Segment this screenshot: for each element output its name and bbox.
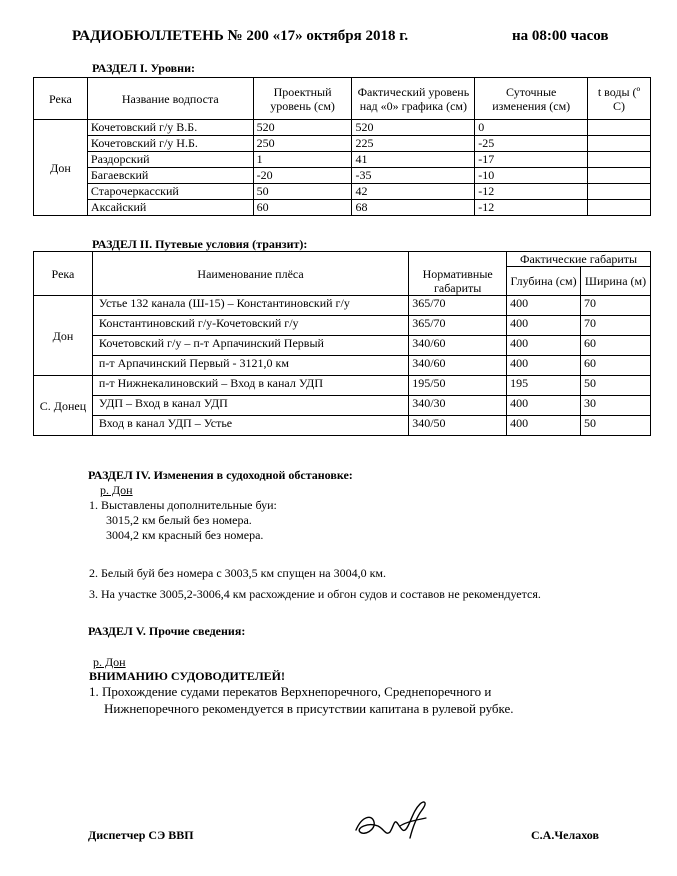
fact-cell: 41 [352,152,475,168]
signature-image [350,796,440,846]
table-row [34,184,651,200]
table-row [34,168,651,184]
col-stretch: Наименование плёса [92,252,408,296]
proj-cell: 520 [253,120,352,136]
depth-cell: 400 [507,416,581,436]
depth-cell: 400 [507,316,581,336]
table-row [34,316,651,336]
transit-table [33,251,651,436]
change-cell: -25 [475,136,588,152]
change-cell: -12 [475,184,588,200]
table-row [34,200,651,216]
bulletin-time: на 08:00 часов [512,28,609,44]
col-river: Река [34,78,88,120]
col-proj: Проектный уровень (см) [253,78,352,120]
table-row [34,356,651,376]
depth-cell: 400 [507,396,581,416]
dispatcher-position: Диспетчер СЭ ВВП [88,828,194,842]
stretch-cell: п-т Нижнекалиновский – Вход в канал УДП [92,376,408,396]
section5-title: РАЗДЕЛ V. Прочие сведения: [88,624,246,638]
table-row [34,396,651,416]
section4-item2: 2. Белый буй без номера с 3003,5 км спущен на 3004,0 км. [89,566,387,580]
col-post: Название водпоста [87,78,253,120]
col-width: Ширина (м) [581,267,651,296]
post-cell: Багаевский [87,168,253,184]
post-cell: Аксайский [87,200,253,216]
levels-header-row [34,78,651,120]
stretch-cell: Кочетовский г/у – п-т Арпачинский Первый [92,336,408,356]
transit-header-row [34,252,651,267]
proj-cell: 50 [253,184,352,200]
section5-warning: ВНИМАНИЮ СУДОВОДИТЕЛЕЙ! [89,669,285,683]
depth-cell: 400 [507,336,581,356]
river-cell: Дон [34,296,93,376]
col-change: Суточные изменения (см) [475,78,588,120]
proj-cell: 1 [253,152,352,168]
section4-river: р. Дон [100,483,133,497]
river-cell: Дон [34,120,88,216]
river-cell: С. Донец [34,376,93,436]
stretch-cell: Устье 132 канала (Ш-15) – Константиновский г/у [92,296,408,316]
bulletin-header [72,28,609,45]
norm-cell: 340/50 [409,416,507,436]
change-cell: -17 [475,152,588,168]
fact-cell: 42 [352,184,475,200]
proj-cell: 250 [253,136,352,152]
section5-item1-line2: Нижнепоречного рекомендуется в присутствии капитана в рулевой рубке. [104,701,514,716]
post-cell: Кочетовский г/у Н.Б. [87,136,253,152]
fact-cell: 68 [352,200,475,216]
col-depth: Глубина (см) [507,267,581,296]
fact-cell: 225 [352,136,475,152]
section2-title: РАЗДЕЛ II. Путевые условия (транзит): [92,237,308,251]
change-cell: 0 [475,120,588,136]
fact-cell: -35 [352,168,475,184]
post-cell: Старочеркасский [87,184,253,200]
section4-item1-line2: 3004,2 км красный без номера. [106,528,264,542]
temp-cell [588,168,651,184]
stretch-cell: УДП – Вход в канал УДП [92,396,408,416]
width-cell: 60 [581,356,651,376]
norm-cell: 365/70 [409,296,507,316]
width-cell: 30 [581,396,651,416]
section4-item1: 1. Выставлены дополнительные буи: [89,498,277,512]
width-cell: 70 [581,316,651,336]
stretch-cell: Константиновский г/у-Кочетовский г/у [92,316,408,336]
levels-table [33,77,651,216]
norm-cell: 195/50 [409,376,507,396]
dispatcher-name: С.А.Челахов [531,828,599,842]
width-cell: 60 [581,336,651,356]
norm-cell: 340/60 [409,356,507,376]
change-cell: -12 [475,200,588,216]
bulletin-title: РАДИОБЮЛЛЕТЕНЬ № 200 «17» октября 2018 г. [72,28,409,44]
proj-cell: 60 [253,200,352,216]
width-cell: 50 [581,376,651,396]
section1-title: РАЗДЕЛ I. Уровни: [92,61,195,75]
post-cell: Кочетовский г/у В.Б. [87,120,253,136]
stretch-cell: п-т Арпачинский Первый - 3121,0 км [92,356,408,376]
fact-cell: 520 [352,120,475,136]
section4-item3: 3. На участке 3005,2-3006,4 км расхождение и обгон судов и составов не рекомендуется. [89,587,541,601]
col-temp: t воды (º С) [588,78,651,120]
col-fact: Фактический уровень над «0» графика (см) [352,78,475,120]
table-row [34,416,651,436]
table-row [34,296,651,316]
col-fact-group: Фактические габариты [507,252,651,267]
post-cell: Раздорский [87,152,253,168]
depth-cell: 195 [507,376,581,396]
depth-cell: 400 [507,296,581,316]
temp-cell [588,120,651,136]
stretch-cell: Вход в канал УДП – Устье [92,416,408,436]
temp-cell [588,200,651,216]
proj-cell: -20 [253,168,352,184]
width-cell: 70 [581,296,651,316]
norm-cell: 365/70 [409,316,507,336]
table-row [34,152,651,168]
table-row [34,120,651,136]
section5-river: р. Дон [93,655,126,669]
table-row [34,376,651,396]
table-row [34,336,651,356]
section4-title: РАЗДЕЛ IV. Изменения в судоходной обстановке: [88,468,353,482]
temp-cell [588,136,651,152]
section4-item1-line1: 3015,2 км белый без номера. [106,513,252,527]
temp-cell [588,152,651,168]
section5-item1-line1: 1. Прохождение судами перекатов Верхнепоречного, Среднепоречного и [89,684,492,699]
temp-cell [588,184,651,200]
col-norm: Нормативные габариты [409,252,507,296]
width-cell: 50 [581,416,651,436]
norm-cell: 340/60 [409,336,507,356]
table-row [34,136,651,152]
depth-cell: 400 [507,356,581,376]
col-river: Река [34,252,93,296]
change-cell: -10 [475,168,588,184]
norm-cell: 340/30 [409,396,507,416]
